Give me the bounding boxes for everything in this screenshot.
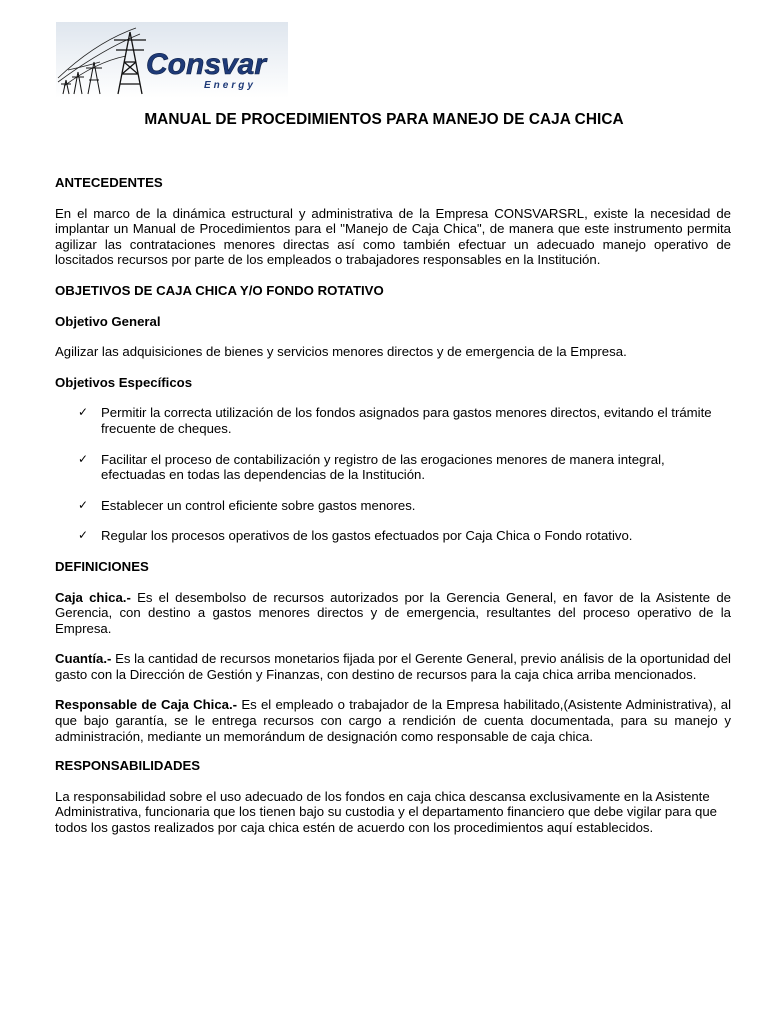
list-item	[55, 528, 731, 544]
section-heading-antecedentes: ANTECEDENTES	[55, 175, 163, 190]
logo-tagline: Energy	[204, 80, 256, 91]
list-item	[55, 498, 731, 514]
definition-term: Caja chica.-	[55, 589, 131, 605]
responsabilidades-paragraph: La responsabilidad sobre el uso adecuado de los fondos en caja chica descansa exclusivamente en la Asistente Administrativa, funcionaria que los tienen bajo su custodia y el departamento financiero que debe vigilar para que todos los gastos realizados por caja chica estén de acuerdo con los procedimientos aquí establecidos.	[55, 788, 717, 836]
definition-text: Es la cantidad de recursos monetarios fijada por el Gerente General, previo análisis de la oportunidad del gasto con la Dirección de Gestión y Finanzas, con destino de recursos para la caja chica arriba mencionados.	[55, 651, 731, 682]
section-heading-responsabilidades: RESPONSABILIDADES	[55, 758, 201, 774]
document-title: MANUAL DE PROCEDIMIENTOS PARA MANEJO DE CAJA CHICA	[144, 111, 624, 128]
check-icon: ✓	[78, 405, 89, 420]
logo-wordmark: Consvar	[146, 48, 267, 81]
document-body	[55, 175, 731, 836]
subheading-objetivo-general: Objetivo General	[55, 313, 161, 329]
antecedentes-paragraph: En el marco de la dinámica estructural y administrativa de la Empresa CONSVARSRL, existe la necesidad de implantar un Manual de Procedimientos para el "Manejo de Caja Chica", de manera que este instrumento permita agilizar las contrataciones menores directas así como también efectuar un adecuado manejo operativo de loscitados recursos por parte de los empleados o trabajadores responsables en la Institución.	[55, 205, 731, 268]
check-icon: ✓	[78, 528, 89, 543]
section-heading-objetivos: OBJETIVOS DE CAJA CHICA Y/O FONDO ROTATIVO	[55, 282, 384, 298]
definition-text: Es el empleado o trabajador de la Empresa habilitado,(Asistente Administrativa), al que bajo garantía, se le entrega recursos con cargo a rendición de cuenta documentada, para su manejo y administración, mediante un memorándum de designación como responsable de caja chica.	[55, 697, 731, 744]
check-icon: ✓	[78, 451, 89, 466]
definition-caja-chica	[55, 590, 731, 637]
list-item	[55, 405, 731, 436]
definition-term: Cuantía.-	[55, 651, 112, 667]
subheading-objetivos-especificos: Objetivos Específicos	[55, 374, 193, 390]
definition-text: Es el desembolso de recursos autorizados por la Gerencia General, en favor de la Asistente de Gerencia, con destino a gastos menores directos y de emergencia, resultantes del proceso operativo de la Empresa.	[55, 589, 731, 636]
definition-responsable	[55, 697, 731, 744]
consvar-logo	[56, 22, 288, 98]
definition-term: Responsable de Caja Chica.-	[55, 697, 238, 713]
list-item-text: Regular los procesos operativos de los gastos efectuados por Caja Chica o Fondo rotativo.	[101, 528, 633, 544]
section-heading-definiciones: DEFINICIONES	[55, 558, 149, 574]
list-item-text: Permitir la correcta utilización de los fondos asignados para gastos menores directos, evitando el trámite frecuente de cheques.	[101, 405, 712, 436]
definition-cuantia	[55, 651, 731, 682]
objetivo-general-paragraph: Agilizar las adquisiciones de bienes y servicios menores directos y de emergencia de la Empresa.	[55, 344, 627, 360]
list-item-text: Facilitar el proceso de contabilización y registro de las erogaciones menores de manera integral, efectuadas en todas las dependencias de la Institución.	[101, 451, 665, 483]
list-item-text: Establecer un control eficiente sobre gastos menores.	[101, 497, 416, 513]
check-icon: ✓	[78, 497, 89, 512]
list-item	[55, 452, 731, 483]
